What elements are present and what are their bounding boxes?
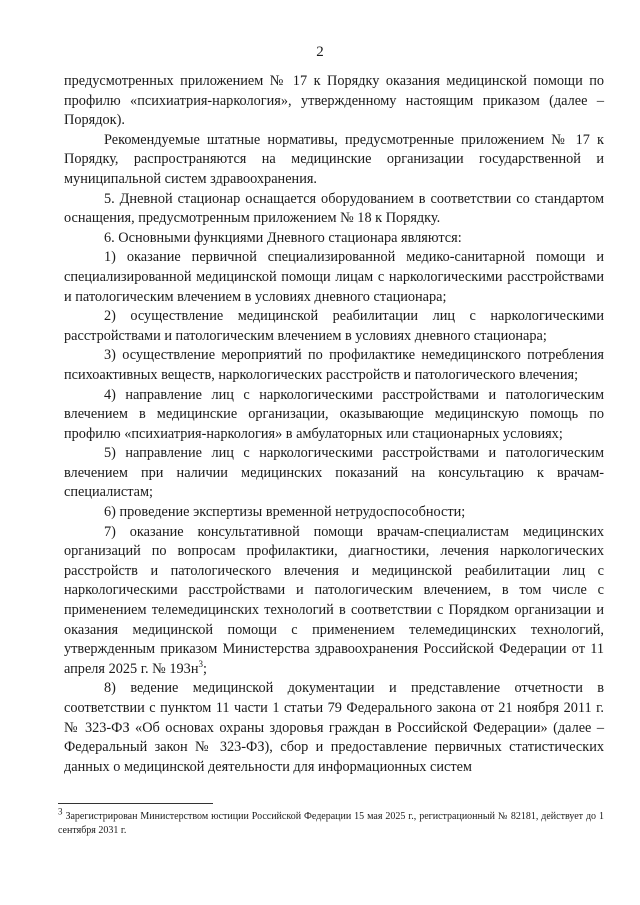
footnote-text: Зарегистрирован Министерством юстиции Российской Федерации 15 мая 2025 г., регистрационный № 82181, действует до 1 сентября 2031 г. <box>58 811 605 836</box>
function-item-3: 3) осуществление мероприятий по профилактике немедицинского потребления психоактивных веществ, наркологических расстройств и патологического влечения; <box>64 347 604 383</box>
function-item-2: 2) осуществление медицинской реабилитации лиц с наркологическими расстройствами и патологическим влечением в условиях дневного стационара; <box>64 308 604 344</box>
function-item-5: 5) направление лиц с наркологическими расстройствами и патологическим влечением при наличии медицинских показаний на консультацию к врачам-специалистам; <box>64 445 604 501</box>
document-body <box>64 72 604 777</box>
function-item-8: 8) ведение медицинской документации и представление отчетности в соответствии с пунктом 11 части 1 статьи 79 Федерального закона от 21 ноября 2011 г. № 323-ФЗ «Об основах охраны здоровья граждан в Российской Федерации» (далее – Федеральный закон № 323-ФЗ), сбор и предоставление первичных статистических данных о медицинской деятельности для информационных систем <box>64 680 604 775</box>
paragraph-porядок-reference: предусмотренных приложением № 17 к Порядку оказания медицинской помощи по профилю «психиатрия-наркология», утвержденному настоящим приказом (далее – Порядок). <box>64 73 604 129</box>
paragraph-item-5-equipment: 5. Дневной стационар оснащается оборудованием в соответствии со стандартом оснащения, предусмотренным приложением № 18 к Порядку. <box>64 190 604 227</box>
function-item-4: 4) направление лиц с наркологическими расстройствами и патологическим влечением в медицинские организации, оказывающие медицинскую помощь по профилю «психиатрия-наркология» в амбулаторных или стационарных условиях; <box>64 386 604 442</box>
paragraph-item-6-functions: 6. Основными функциями Дневного стационара являются: <box>104 229 462 246</box>
footnote-reference[interactable]: 3 <box>198 659 203 670</box>
footnote-marker: 3 <box>58 806 63 817</box>
function-item-1: 1) оказание первичной специализированной медико-санитарной помощи и специализированной медицинской помощи лицам с наркологическими расстройствами и патологическим влечением в условиях дневного стационара; <box>64 249 604 305</box>
footnote-reference-suffix: ; <box>202 660 207 677</box>
function-item-6: 6) проведение экспертизы временной нетрудоспособности; <box>104 504 466 521</box>
paragraph-staffing-norms: Рекомендуемые штатные нормативы, предусмотренные приложением № 17 к Порядку, распространяются на медицинские организации государственной и муниципальной систем здравоохранения. <box>64 131 604 187</box>
function-item-7 <box>64 523 604 680</box>
footnote-divider <box>58 803 213 804</box>
footnote <box>58 806 605 838</box>
page-number: 2 <box>316 44 324 60</box>
function-item-7-text: 7) оказание консультативной помощи врачам-специалистам медицинских организаций по вопросам профилактики, диагностики, лечения наркологических расстройств и патологического влечения и медицинской реабилитации лиц с наркологическими расстройствами и патологическим влечением, в том числе с применением телемедицинских технологий в соответствии с Порядком организации и оказания медицинской помощи с применением телемедицинских технологий, утвержденным приказом Министерства здравоохранения Российской Федерации от 11 апреля 2025 г. № 193н <box>64 523 604 677</box>
